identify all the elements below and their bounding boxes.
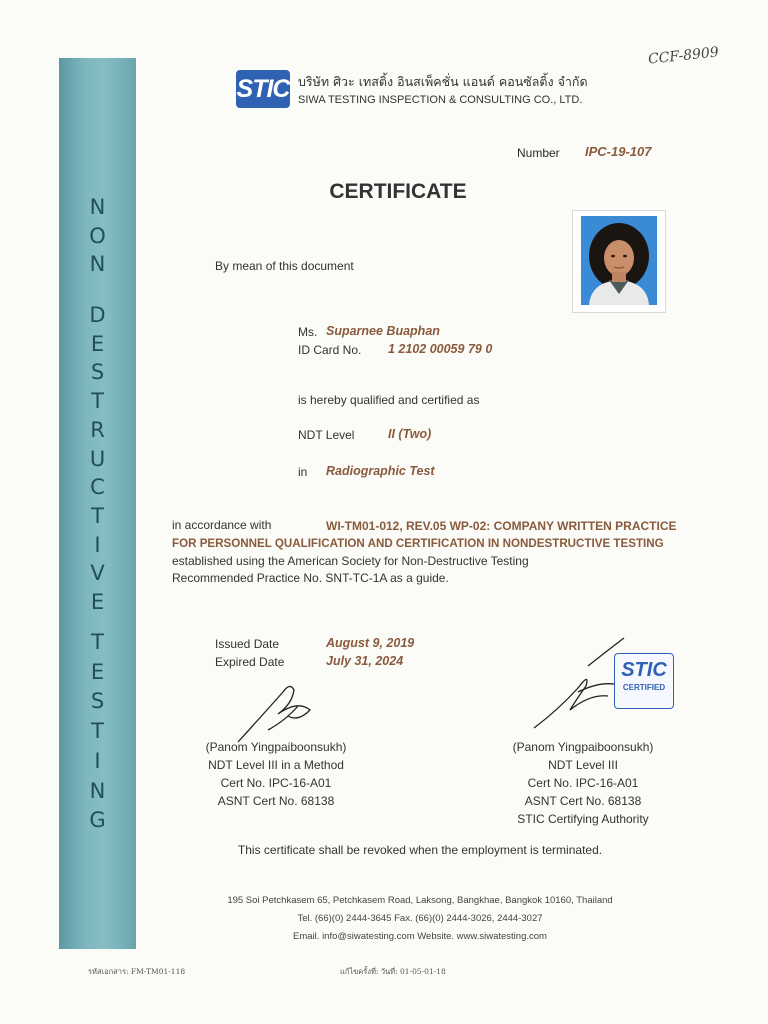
certificate-title: CERTIFICATE xyxy=(329,180,467,203)
certified-stamp xyxy=(614,653,674,709)
sidebar-band xyxy=(59,58,136,949)
revision-info: แก้ไขครั้งที่: วันที่: 01-05-01-18 xyxy=(340,967,446,976)
qualified-text: is hereby qualified and certified as xyxy=(298,393,480,407)
stamp-logo: STIC xyxy=(621,659,667,681)
sidebar-letter: G xyxy=(89,808,106,833)
sidebar-letter: S xyxy=(90,360,105,385)
number-label: Number xyxy=(517,146,560,160)
right-signatory-authority: STIC Certifying Authority xyxy=(517,812,649,826)
footer-contact: Email. info@siwatesting.com Website. www.siwatesting.com xyxy=(293,931,547,942)
sidebar-letter: E xyxy=(90,659,105,684)
company-name-english: SIWA TESTING INSPECTION & CONSULTING CO., LTD. xyxy=(298,94,583,106)
sidebar-letter: V xyxy=(90,561,105,586)
established-line-2: Recommended Practice No. SNT-TC-1A as a guide. xyxy=(172,571,449,585)
left-signatory-block xyxy=(176,738,376,810)
ndt-level: II (Two) xyxy=(388,427,432,441)
test-method: Radiographic Test xyxy=(326,464,435,478)
sidebar-letter: D xyxy=(89,303,106,327)
sidebar-letter: C xyxy=(90,475,105,500)
sidebar-letter: N xyxy=(89,252,106,277)
left-signatory-asnt: ASNT Cert No. 68138 xyxy=(217,794,335,808)
id-number: 1 2102 00059 79 0 xyxy=(388,342,493,356)
sidebar-letter: T xyxy=(91,719,104,744)
sidebar-letter: E xyxy=(90,331,105,356)
sidebar-letter: T xyxy=(91,389,104,414)
sidebar-letter: I xyxy=(94,748,101,773)
certificate-number: IPC-19-107 xyxy=(585,144,652,159)
holder-name: Suparnee Buaphan xyxy=(326,324,440,338)
revoke-note: This certificate shall be revoked when the employment is terminated. xyxy=(237,843,603,857)
issued-label: Issued Date xyxy=(215,637,280,651)
footer-address: 195 Soi Petchkasem 65, Petchkasem Road, Laksong, Bangkhae, Bangkok 10160, Thailand xyxy=(227,895,613,906)
sidebar-letter: E xyxy=(90,590,105,614)
accordance-label: in accordance with xyxy=(172,518,272,532)
expired-date: July 31, 2024 xyxy=(326,654,404,668)
practice-line-1: WI-TM01-012, REV.05 WP-02: COMPANY WRITTEN PRACTICE xyxy=(326,519,677,533)
document-code: รหัสเอกสาร: FM-TM01-118 xyxy=(88,967,186,976)
intro-text: By mean of this document xyxy=(215,259,354,273)
in-label: in xyxy=(298,465,308,479)
stamp-certified-text: CERTIFIED xyxy=(622,683,666,692)
sidebar-letter: N xyxy=(89,778,106,803)
company-name-thai: บริษัท ศิวะ เทสติ้ง อินสเพ็คชั่น แอนด์ คอนซัลติ้ง จำกัด xyxy=(298,74,588,89)
id-label: ID Card No. xyxy=(298,343,362,357)
sidebar-letter: T xyxy=(91,630,104,654)
holder-photo xyxy=(572,210,666,313)
sidebar-letter: O xyxy=(89,223,106,248)
expired-label: Expired Date xyxy=(215,655,285,669)
sidebar-letter: T xyxy=(91,503,104,528)
issued-date: August 9, 2019 xyxy=(326,636,415,650)
right-signatory-block xyxy=(483,738,683,828)
left-signatory-name: (Panom Yingpaiboonsukh) xyxy=(205,740,347,754)
footer-phone: Tel. (66)(0) 2444-3645 Fax. (66)(0) 2444-3026, 2444-3027 xyxy=(297,913,543,924)
handwritten-reference: CCF-8909 xyxy=(647,44,720,68)
established-line-1: established using the American Society for Non-Destructive Testing xyxy=(172,554,529,568)
sidebar-letter: R xyxy=(90,417,105,442)
practice-line-2: FOR PERSONNEL QUALIFICATION AND CERTIFICATION IN NONDESTRUCTIVE TESTING xyxy=(172,537,664,550)
level-label: NDT Level xyxy=(298,428,355,442)
name-prefix: Ms. xyxy=(298,325,318,339)
right-signatory-role: NDT Level III xyxy=(548,758,618,772)
person-portrait-icon xyxy=(581,216,657,305)
left-signatory-role: NDT Level III in a Method xyxy=(208,758,344,772)
company-logo: STIC xyxy=(236,70,290,108)
right-signatory-name: (Panom Yingpaiboonsukh) xyxy=(512,740,654,754)
right-signatory-asnt: ASNT Cert No. 68138 xyxy=(524,794,642,808)
sidebar-letter: N xyxy=(89,195,106,219)
sidebar-letter: I xyxy=(94,532,101,557)
left-signatory-cert: Cert No. IPC-16-A01 xyxy=(220,776,332,790)
sidebar-letter: S xyxy=(90,689,105,714)
right-signatory-cert: Cert No. IPC-16-A01 xyxy=(527,776,639,790)
sidebar-letter: U xyxy=(89,446,106,471)
